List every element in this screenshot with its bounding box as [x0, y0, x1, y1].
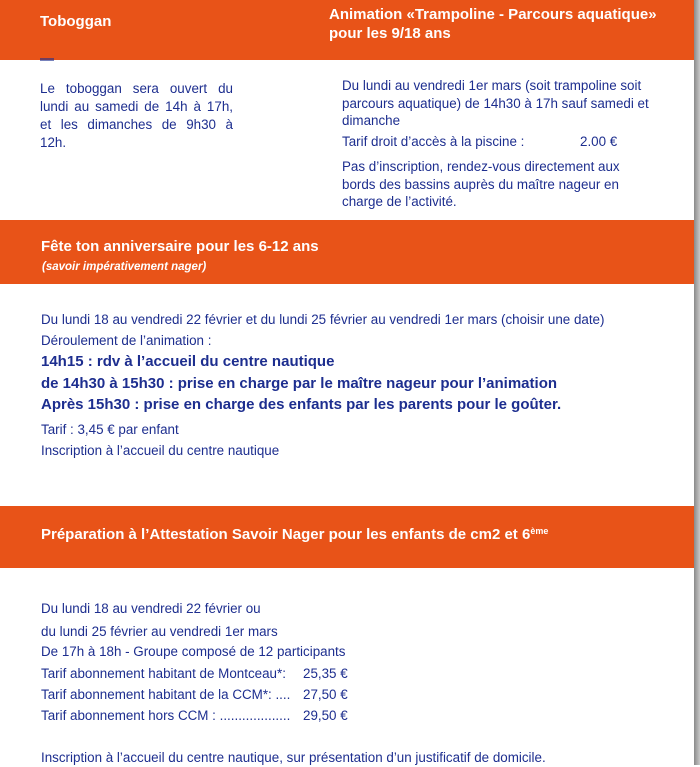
- toboggan-title: Toboggan: [40, 13, 112, 30]
- attestation-tarif-row-2: [41, 686, 371, 704]
- anniversaire-step-1: 14h15 : rdv à l’accueil du centre nautique: [41, 353, 335, 370]
- clipped-text-fragment: [40, 58, 54, 61]
- trampoline-title-line1: Animation «Trampoline - Parcours aquatique»: [329, 6, 657, 23]
- attestation-title-sup: ème: [530, 526, 549, 536]
- anniversaire-step-3: Après 15h30 : prise en charge des enfants par les parents pour le goûter.: [41, 396, 562, 413]
- attestation-title: [41, 525, 548, 544]
- trampoline-tarif-row: [342, 133, 642, 151]
- anniversaire-inscription: Inscription à l’accueil du centre nautique: [41, 443, 280, 458]
- attestation-title-text: Préparation à l’Attestation Savoir Nager pour les enfants de cm2 et 6: [41, 526, 531, 543]
- attestation-line-1: Du lundi 18 au vendredi 22 février ou: [41, 601, 261, 616]
- attestation-line-2: du lundi 25 février au vendredi 1er mars: [41, 624, 278, 639]
- attestation-tarif-row-1: [41, 665, 371, 683]
- anniversaire-title: Fête ton anniversaire pour les 6-12 ans: [41, 238, 319, 255]
- attestation-tarif2-value: 27,50 €: [303, 687, 348, 702]
- trampoline-tarif-value: 2.00 €: [580, 134, 618, 149]
- header-band-toboggan-trampoline: [0, 0, 694, 60]
- page-edge-shadow: [694, 0, 700, 765]
- header-band-attestation: [0, 506, 694, 568]
- trampoline-tarif-label: Tarif droit d’accès à la piscine :: [342, 134, 525, 149]
- anniversaire-step-2: de 14h30 à 15h30 : prise en charge par le maître nageur pour l’animation: [41, 375, 558, 392]
- attestation-inscription: Inscription à l’accueil du centre nautique, sur présentation d’un justificatif de domicile.: [41, 750, 546, 765]
- attestation-tarif-row-3: [41, 707, 371, 725]
- trampoline-dates: Du lundi au vendredi 1er mars (soit trampoline soit parcours aquatique) de 14h30 à 17h sauf samedi et dimanche: [342, 78, 649, 128]
- trampoline-info: Pas d’inscription, rendez-vous directement aux bords des bassins auprès du maître nageur en charge de l’activité.: [342, 159, 620, 209]
- anniversaire-deroulement: Déroulement de l’animation :: [41, 333, 212, 348]
- attestation-tarif3-value: 29,50 €: [303, 708, 348, 723]
- anniversaire-tarif: Tarif : 3,45 € par enfant: [41, 422, 179, 437]
- attestation-tarif3-label: Tarif abonnement hors CCM : ...................: [41, 708, 291, 723]
- attestation-tarif1-label: Tarif abonnement habitant de Montceau*:: [41, 666, 286, 681]
- header-band-anniversaire: [0, 220, 694, 284]
- trampoline-title-line2: pour les 9/18 ans: [329, 25, 451, 42]
- attestation-line-3: De 17h à 18h - Groupe composé de 12 participants: [41, 644, 346, 659]
- anniversaire-subtitle: (savoir impérativement nager): [42, 261, 207, 273]
- toboggan-text: Le toboggan sera ouvert du lundi au samedi de 14h à 17h, et les dimanches de 9h30 à 12h.: [40, 81, 233, 150]
- attestation-tarif1-value: 25,35 €: [303, 666, 348, 681]
- anniversaire-dates: Du lundi 18 au vendredi 22 février et du lundi 25 février au vendredi 1er mars (choisir une date): [41, 312, 605, 327]
- attestation-tarif2-label: Tarif abonnement habitant de la CCM*: ....: [41, 687, 291, 702]
